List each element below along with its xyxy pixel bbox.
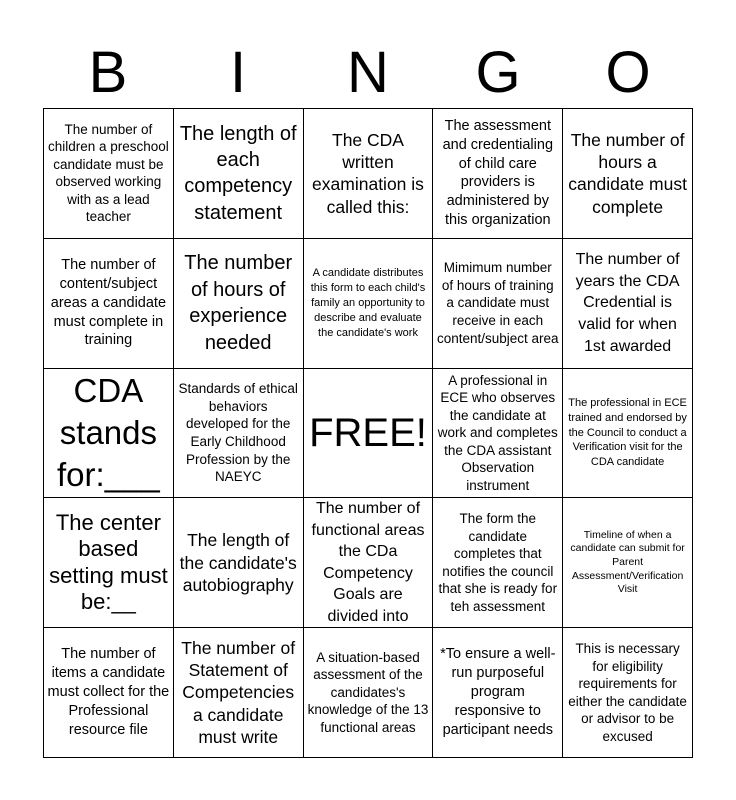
cell-text: CDA stands for:___ (57, 372, 160, 493)
bingo-cell-2-2[interactable] (174, 239, 304, 369)
cell-text: The length of each competency statement (179, 122, 297, 224)
bingo-cell-5-2[interactable] (174, 628, 304, 758)
bingo-cell-1-5[interactable] (563, 109, 693, 239)
cell-text: The center based setting must be:__ (49, 510, 168, 615)
bingo-cell-3-4[interactable] (433, 369, 563, 499)
cell-text: The assessment and credentialing of child care providers is administered by this organization (442, 117, 554, 229)
free-space-text: FREE! (309, 410, 427, 455)
bingo-cell-4-1[interactable] (44, 498, 174, 628)
cell-text: The number of content/subject areas a candidate must complete in training (50, 257, 167, 349)
bingo-cell-2-1[interactable] (44, 239, 174, 369)
bingo-cell-5-5[interactable] (563, 628, 693, 758)
bingo-header (43, 38, 693, 108)
header-letter-i: I (229, 40, 247, 105)
bingo-cell-2-3[interactable] (304, 239, 434, 369)
cell-text: The number of years the CDA Credential is valid for when 1st awarded (575, 251, 680, 355)
header-letter-o: O (605, 40, 651, 105)
cell-text: Standards of ethical behaviors developed for the Early Childhood Profession by the NAEYC (178, 381, 298, 485)
cell-text: Mimimum number of hours of training a candidate must receive in each content/subject area (436, 260, 559, 346)
bingo-cell-4-5[interactable] (563, 498, 693, 628)
bingo-cell-1-1[interactable] (44, 109, 174, 239)
bingo-cell-2-4[interactable] (433, 239, 563, 369)
bingo-cell-free[interactable] (304, 369, 434, 499)
bingo-cell-1-4[interactable] (433, 109, 563, 239)
cell-text: A candidate distributes this form to each child's family an opportunity to describe and evaluate the candidate's work (310, 266, 426, 339)
bingo-cell-5-1[interactable] (44, 628, 174, 758)
bingo-cell-1-2[interactable] (174, 109, 304, 239)
header-letter-g: G (475, 40, 521, 105)
cell-text: The length of the candidate's autobiography (179, 530, 297, 595)
cell-text: The professional in ECE trained and endorsed by the Council to conduct a Verification visit for the CDA candidate (568, 396, 687, 469)
cell-text: The number of items a candidate must collect for the Professional resource file (47, 646, 170, 738)
cell-text: A professional in ECE who observes the candidate at work and completes the CDA assistant Observation instrument (437, 372, 558, 493)
bingo-cell-5-4[interactable] (433, 628, 563, 758)
cell-text: The number of Statement of Competencies a candidate must write (181, 637, 296, 748)
cell-text: *To ensure a well-run purposeful program responsive to participant needs (440, 646, 556, 738)
header-letter-n: N (347, 40, 389, 105)
cell-text: The CDA written examination is called this: (312, 129, 424, 217)
cell-text: The number of children a preschool candidate must be observed working with as a lead teacher (47, 121, 169, 225)
header-letter-b: B (88, 40, 128, 105)
bingo-board (43, 108, 693, 758)
cell-text: The form the candidate completes that notifies the council that she is ready for teh assessment (438, 511, 558, 614)
cell-text: The number of hours of experience needed (184, 252, 293, 354)
bingo-cell-4-2[interactable] (174, 498, 304, 628)
cell-text: A situation-based assessment of the candidates's knowledge of the 13 functional areas (307, 649, 429, 735)
bingo-cell-2-5[interactable] (563, 239, 693, 369)
bingo-cell-3-5[interactable] (563, 369, 693, 499)
bingo-cell-3-1[interactable] (44, 369, 174, 499)
bingo-cell-3-2[interactable] (174, 369, 304, 499)
bingo-cell-4-3[interactable] (304, 498, 434, 628)
cell-text: The number of hours a candidate must complete (568, 129, 687, 217)
bingo-cell-1-3[interactable] (304, 109, 434, 239)
cell-text: Timeline of when a candidate can submit for Parent Assessment/Verification Visit (570, 528, 685, 596)
cell-text: This is necessary for eligibility requirements for either the candidate or advisor to be excused (568, 640, 687, 744)
cell-text: The number of functional areas the CDa Competency Goals are divided into (311, 500, 425, 625)
bingo-cell-5-3[interactable] (304, 628, 434, 758)
bingo-cell-4-4[interactable] (433, 498, 563, 628)
